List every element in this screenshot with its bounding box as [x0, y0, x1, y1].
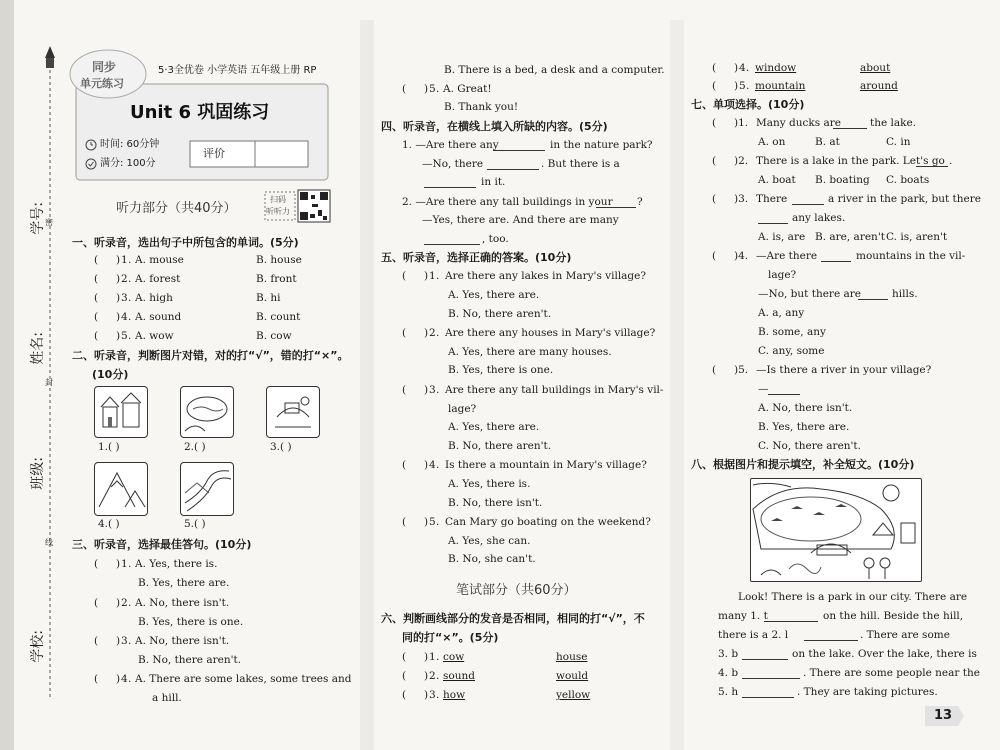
q-number: 1 — [429, 651, 436, 663]
s7-q5-opt-a: A. No, there isn't. — [758, 402, 853, 414]
option-a: A. forest — [135, 273, 181, 285]
blank-line[interactable] — [596, 196, 636, 208]
word-1: window — [755, 62, 797, 74]
s7-q5b: — — [758, 383, 769, 395]
s7-q3b: a river in the park, but there — [828, 193, 981, 205]
s4-q2-line2: —Yes, there are. And there are many — [422, 214, 619, 226]
option-a: A. sound — [135, 311, 182, 323]
word-1: mountain — [755, 80, 806, 92]
park-illustration — [750, 478, 922, 582]
s7-q4-opt-c: C. any, some — [758, 345, 825, 357]
qr-code — [298, 190, 330, 222]
badge-line1: 同步 — [92, 60, 117, 74]
picture-houses — [94, 386, 148, 438]
written-heading: 笔试部分（共60分） — [456, 583, 577, 598]
option-a: A. Yes, there is. — [448, 478, 531, 490]
option-a: A. Yes, she can. — [448, 535, 531, 547]
picture-label-2: 2.( ) — [184, 441, 206, 453]
q-number: 5 — [121, 330, 128, 342]
blank-line[interactable] — [424, 233, 480, 245]
option-a: A. No, there isn't. — [135, 635, 230, 647]
s7-q5: —Is there a river in your village? — [756, 364, 932, 376]
section2-heading: 二、听录音，判断图片对错，对的打“√”，错的打“×”。 — [72, 349, 349, 362]
series-title: 5·3全优卷 小学英语 五年级上册 RP — [158, 65, 317, 76]
option-b: B. Thank you! — [444, 101, 519, 113]
s8-line4b: on the lake. Over the lake, there is — [792, 648, 977, 660]
word-1: cow — [443, 651, 465, 663]
option-b: B. count — [256, 311, 301, 323]
section2-points: (10分) — [92, 368, 129, 381]
section8-heading: 八、根据图片和提示填空，补全短文。(10分) — [691, 458, 915, 471]
option-b: B. No, she can't. — [448, 553, 536, 565]
s4-q2-line3: , too. — [482, 233, 509, 245]
option-b: B. No, there aren't. — [138, 654, 242, 666]
seal-mark-mi: 密 — [45, 218, 53, 227]
q-number: 3 — [429, 689, 436, 701]
word-2: house — [556, 651, 588, 663]
s8-line3a: there is a 2. l — [718, 629, 789, 641]
blank-line[interactable] — [833, 117, 867, 129]
option-a: A. mouse — [135, 254, 184, 266]
q-number: 3 — [429, 384, 436, 396]
s7-q3: There — [756, 193, 788, 205]
option-a-cont: a hill. — [152, 692, 182, 704]
blank-line[interactable] — [424, 176, 476, 188]
s7-q1b: the lake. — [870, 117, 917, 129]
picture-label-3: 3.( ) — [270, 441, 292, 453]
picture-label-5: 5.( ) — [184, 518, 206, 530]
word-1: how — [443, 689, 466, 701]
badge-line2: 单元练习 — [80, 77, 124, 90]
q-number: 5 — [429, 83, 436, 95]
q-number: 4 — [121, 311, 128, 323]
s7-q4-opt-b: B. some, any — [758, 326, 826, 338]
student-id-label: 学号: — [29, 202, 46, 235]
school-label: 学校: — [29, 630, 46, 663]
blank-line[interactable] — [792, 193, 824, 205]
option-b: B. hi — [256, 292, 281, 304]
s7-q3c: any lakes. — [792, 212, 846, 224]
s7-q4: —Are there — [756, 250, 818, 262]
q-number: 5 — [739, 80, 746, 92]
question: Are there any lakes in Mary's village? — [445, 270, 646, 282]
blank-line[interactable] — [742, 648, 788, 660]
s7-q4-opt-a: A. a, any — [758, 307, 805, 319]
word-2: yellow — [556, 689, 591, 701]
rocket-icon — [45, 46, 55, 68]
s7-q3-opt-b: B. are, aren't — [815, 231, 885, 243]
s7-q1-opt-c: C. in — [886, 136, 911, 148]
blank-line[interactable] — [764, 610, 818, 622]
worksheet-page: 学号: 姓名: 班级: 学校: 密 封 线 同步 单元练习 5·3全优卷 小学英语 五年级上册 RP Unit 6 巩固练习 时间: 60分钟 满分: 100分 评价 听力部分（共40分） 扫码 听听力 一、听录音，选出句子中所包含的单词。(5分) ( ) 1 . A. mouse B. house ( ) 2 . A. forest B. front ( ) 3 . A. high B. hi ( ) 4 . A. sound B. count ( ) 5 . A. wow B. cow 二、听录音，判断图片对错，对的打“√”，错的打“×”。 (10分) 1.( ) 2.( ) 3.( ) 4.( ) 5.( ) 三、听录音，选择最佳答句。(10分) ( ) 1 . A. Yes, there is. B. Yes, there are. ( ) 2 . A. No, there isn't. B. Yes, there is one. ( ) 3 . A. No, there isn't. B. No, there aren't. ( ) 4 . A. There are some lakes, some trees and a hill. B. There is a bed, a desk and a computer. ( ) 5 . A. Great! B. Thank you! 四、听录音，在横线上填入所缺的内容。(5分) 1. —Are there any in the nature park? —No, there . But there is a in it. 2. —Are there any tall buildings in your ? —Yes, there are. And there are many , too. 五、听录音，选择正确的答案。(10分) ( ) 1 . Are there any lakes in Mary's village? A. Yes, there are. B. No, there aren't. ( ) 2 . Are there any houses in Mary's village? A. Yes, there are many houses. B. Yes, there is one. ( ) 3 . Are there any tall buildings in Mary's vil- lage? A. Yes, there are. B. No, there aren't. ( ) 4 . Is there a mountain in Mary's village? A. Yes, there is. B. No, there isn't. ( ) 5 . Can Mary go boating on the weekend? A. Yes, she can. B. No, she can't. 笔试部分（共60分） 六、判断画线部分的发音是否相同，相同的打“√”，不 同的打“×”。(5分) ( ) 1 . cow house ( ) 2 . sound would ( ) 3 . how yellow ( ) 4 . window about ( ) 5 . mountain around 七、单项选择。(10分) ( )1. Many ducks are the lake. A. on B. at C. in ( )2. There is a lake in the park. Let's go . A. boat B. boating C. boats ( )3. There a river in the park, but there any lakes. A. is, are B. are, aren't C. is, aren't ( )4. —Are there mountains in the vil- lage? —No, but there are hills. A. a, any B. some, any C. any, some ( )5. —Is there a river in your village? — A. No, there isn't. B. Yes, there are. C. No, there aren't. 八、根据图片和提示填空，补全短文。(10分) Look! There is a park in our city. There are many 1. t on the hill. Beside the hill, there is a 2. l . There are some 3. b on the lake. Over the lake, there is 4. b . There are some people near the 5. h . They are taking pictures. 13 — [0, 0, 1000, 750]
s4-q1-line2a: —No, there — [422, 158, 484, 170]
question: Are there any houses in Mary's village? — [445, 327, 656, 339]
s4-q1-line1a: 1. —Are there any — [402, 139, 499, 151]
time-limit: 时间: 60分钟 — [100, 139, 160, 150]
blank-line[interactable] — [821, 250, 851, 262]
s4-q1-line2b: . But there is a — [541, 158, 620, 170]
s7-q4e: hills. — [892, 288, 918, 300]
option-b: B. Yes, there is one. — [448, 364, 554, 376]
option-a: A. Yes, there are. — [448, 421, 540, 433]
option-b: B. No, there aren't. — [448, 440, 552, 452]
question: Are there any tall buildings in Mary's vil- — [445, 384, 664, 396]
option-b: B. Yes, there is one. — [138, 616, 244, 628]
blank-line[interactable] — [487, 158, 539, 170]
s7-q2-opt-b: B. boating — [815, 174, 870, 186]
name-label: 姓名: — [29, 332, 46, 365]
s8-line6b: . They are taking pictures. — [797, 686, 938, 698]
q-number: 1 — [121, 254, 128, 266]
qr-label-1: 扫码 — [270, 195, 286, 204]
picture-mountain — [94, 462, 148, 516]
s7-q1-opt-b: B. at — [815, 136, 840, 148]
s4-q2-line1b: ? — [637, 196, 643, 208]
blank-line[interactable] — [742, 667, 800, 679]
s8-line4a: 3. b — [718, 648, 739, 660]
s7-q2b: . — [949, 155, 953, 167]
picture-label-4: 4.( ) — [98, 518, 120, 530]
section5-heading: 五、听录音，选择正确的答案。(10分) — [381, 251, 572, 264]
blank-line[interactable] — [742, 686, 794, 698]
s7-q3-opt-a: A. is, are — [758, 231, 806, 243]
s7-q4b: mountains in the vil- — [856, 250, 966, 262]
s7-q5-opt-b: B. Yes, there are. — [758, 421, 850, 433]
option-a: A. Yes, there is. — [135, 558, 218, 570]
word-2: would — [556, 670, 589, 682]
word-2: around — [860, 80, 898, 92]
q-number: 2 — [121, 597, 128, 609]
listening-heading: 听力部分（共40分） — [116, 201, 237, 216]
option-b: B. front — [256, 273, 297, 285]
full-score: 满分: 100分 — [100, 158, 156, 169]
s7-q5-opt-c: C. No, there aren't. — [758, 440, 861, 452]
class-label: 班级: — [29, 457, 46, 490]
word-1: sound — [443, 670, 475, 682]
s7-q3-opt-c: C. is, aren't — [886, 231, 948, 243]
s7-q2-opt-c: C. boats — [886, 174, 930, 186]
s8-line5a: 4. b — [718, 667, 739, 679]
option-b: B. Yes, there are. — [138, 577, 230, 589]
s8-line3b: . There are some — [860, 629, 950, 641]
section3-heading: 三、听录音，选择最佳答句。(10分) — [72, 538, 252, 551]
section7-heading: 七、单项选择。(10分) — [691, 98, 805, 111]
page-number: 13 — [934, 708, 953, 723]
q-number: 4 — [429, 459, 436, 471]
s8-line2b: on the hill. Beside the hill, — [823, 610, 964, 622]
picture-lake — [180, 386, 234, 438]
seal-mark-feng: 封 — [45, 378, 53, 387]
q-number: 2 — [121, 273, 128, 285]
question: Can Mary go boating on the weekend? — [445, 516, 651, 528]
s7-q4c: lage? — [768, 269, 797, 281]
q-number: 3 — [121, 635, 128, 647]
blank-line[interactable] — [493, 139, 545, 151]
word-2: about — [860, 62, 891, 74]
q-number: 3 — [121, 292, 128, 304]
section6-heading-cont: 同的打“×”。(5分) — [402, 631, 499, 644]
option-a: A. Great! — [443, 83, 492, 95]
s7-q4d: —No, but there are — [758, 288, 861, 300]
option-b: B. There is a bed, a desk and a computer. — [444, 64, 665, 76]
evaluation-label: 评价 — [203, 147, 225, 160]
section4-heading: 四、听录音，在横线上填入所缺的内容。(5分) — [381, 120, 608, 133]
q-number: 5 — [429, 516, 436, 528]
s8-line2a: many 1. t — [718, 610, 768, 622]
option-a: A. There are some lakes, some trees and — [135, 673, 352, 685]
blank-line[interactable] — [758, 212, 788, 224]
picture-bridge — [266, 386, 320, 438]
blank-line[interactable] — [804, 629, 858, 641]
qr-label-2: 听听力 — [266, 207, 290, 216]
unit-title: Unit 6 巩固练习 — [130, 102, 270, 123]
seal-mark-xian: 线 — [45, 538, 53, 547]
option-a: A. No, there isn't. — [135, 597, 230, 609]
s8-line5b: . There are some people near the — [803, 667, 980, 679]
q-number: 4 — [121, 673, 128, 685]
s7-q2: There is a lake in the park. Let's go — [756, 155, 945, 167]
q-number: 2 — [429, 670, 436, 682]
section6-heading: 六、判断画线部分的发音是否相同，相同的打“√”，不 — [381, 612, 645, 625]
section1-heading: 一、听录音，选出句子中所包含的单词。(5分) — [72, 236, 299, 249]
option-b: B. No, there aren't. — [448, 308, 552, 320]
option-b: B. No, there isn't. — [448, 497, 543, 509]
question: Is there a mountain in Mary's village? — [445, 459, 647, 471]
s7-q1: Many ducks are — [756, 117, 841, 129]
option-a: A. high — [135, 292, 173, 304]
q-number: 2 — [429, 327, 436, 339]
blank-line[interactable] — [768, 383, 800, 395]
option-b: B. cow — [256, 330, 292, 342]
blank-line[interactable] — [916, 155, 948, 167]
q-number: 1 — [429, 270, 436, 282]
blank-line[interactable] — [858, 288, 888, 300]
s4-q2-line1a: 2. —Are there any tall buildings in your — [402, 196, 613, 208]
s4-q1-line1b: in the nature park? — [550, 139, 653, 151]
option-b: B. house — [256, 254, 302, 266]
q-number: 4 — [739, 62, 746, 74]
s8-line1: Look! There is a park in our city. There are — [738, 591, 968, 603]
s8-line6a: 5. h — [718, 686, 739, 698]
question-cont: lage? — [448, 403, 477, 415]
option-a: A. Yes, there are. — [448, 289, 540, 301]
picture-label-1: 1.( ) — [98, 441, 120, 453]
option-a: A. wow — [135, 330, 174, 342]
s4-q1-line3: in it. — [481, 176, 506, 188]
s7-q2-opt-a: A. boat — [758, 174, 796, 186]
picture-river — [180, 462, 234, 516]
option-a: A. Yes, there are many houses. — [448, 346, 612, 358]
q-number: 1 — [121, 558, 128, 570]
s7-q1-opt-a: A. on — [758, 136, 786, 148]
